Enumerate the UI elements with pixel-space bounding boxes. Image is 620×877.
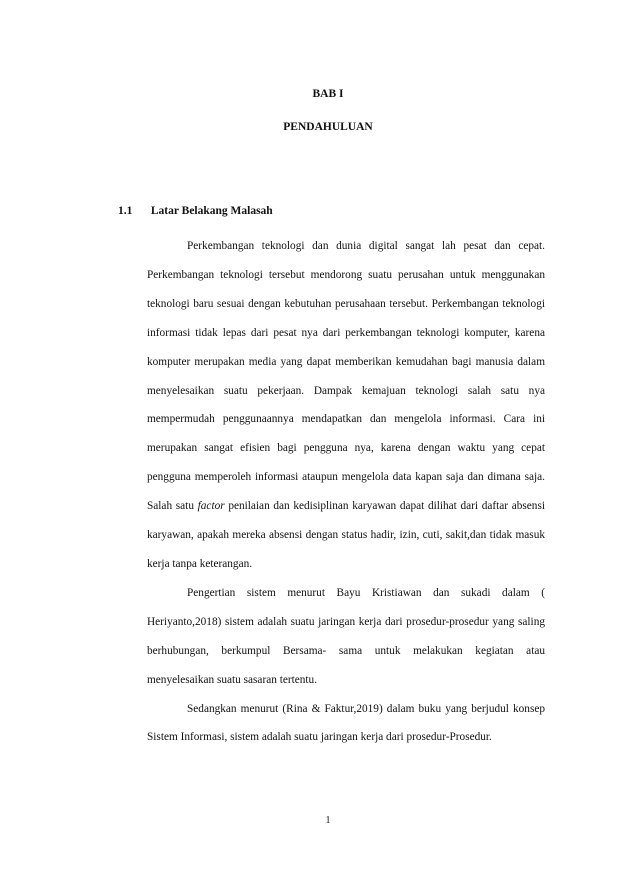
- paragraph-3: Sedangkan menurut (Rina & Faktur,2019) dalam buku yang berjudul konsep Sistem Informasi, sistem adalah suatu jaringan kerja dari prosedur-Prosedur.: [147, 702, 545, 744]
- section-title: Latar Belakang Malasah: [150, 205, 273, 217]
- chapter-title: PENDAHULUAN: [283, 121, 373, 133]
- section-number: 1.1: [118, 205, 133, 217]
- page-number: 1: [325, 815, 331, 826]
- paragraph-2: Pengertian sistem menurut Bayu Kristiawan dan sukadi dalam ( Heriyanto,2018) sistem adalah suatu jaringan kerja dari prosedur-prosedur yang saling berhubungan, berkumpul Bersama- sama untuk melakukan kegiatan atau menyelesaikan suatu sasaran tertentu.: [147, 586, 545, 686]
- paragraph-1-text: Perkembangan teknologi dan dunia digital sangat lah pesat dan cepat. Perkembangan teknologi tersebut mendorong suatu perusahan untuk menggunakan teknologi baru sesuai dengan kebutuhan perusahaan tersebut. Perkembangan teknologi informasi tidak lepas dari pesat nya dari perkembangan teknologi komputer, karena komputer merupakan media yang dapat memberikan kemudahan bagi manusia dalam menyelesaikan suatu pekerjaan. Dampak kemajuan teknologi salah satu nya mempermudah penggunaannya mendapatkan dan mengelola informasi. Cara ini merupakan sangat efisien bagi pengguna nya, karena dengan waktu yang cepat pengguna memperoleh informasi ataupun mengelola data kapan saja dan dimana saja.: [147, 240, 545, 484]
- paragraph-1-italic-term: factor: [197, 500, 225, 513]
- paragraph-1: [147, 232, 545, 579]
- paragraph-1-salah-suffix: penilaian dan kedisiplinan karyawan dapat dilihat dari daftar absensi karyawan, apakah mereka absensi dengan status hadir, izin, cuti, sakit,dan tidak masuk kerja tanpa keterangan.: [147, 500, 545, 570]
- body-text: [147, 232, 545, 752]
- paragraph-1-salah-prefix: Salah satu: [147, 500, 194, 513]
- section-heading: [118, 205, 273, 217]
- chapter-label: BAB I: [312, 88, 344, 100]
